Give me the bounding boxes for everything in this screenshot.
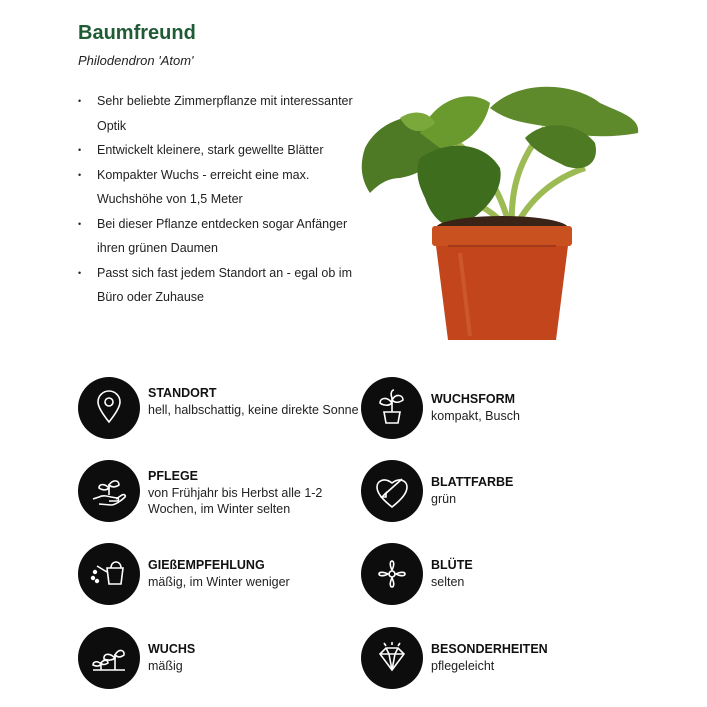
feature-title: BLATTFARBE: [431, 475, 514, 489]
leaf-brush-icon: [361, 460, 423, 522]
feature-title: GIEßEMPFEHLUNG: [148, 558, 265, 572]
feature-wuchsform: [361, 377, 651, 439]
diamond-icon: [361, 627, 423, 689]
potted-plant-icon: [361, 377, 423, 439]
bullet-item: • Sehr beliebte Zimmerpflanze mit interessanter Optik: [78, 89, 358, 138]
feature-title: BLÜTE: [431, 558, 473, 572]
feature-bullet-list: [78, 89, 358, 310]
bullet-item: • Passt sich fast jedem Standort an - egal ob im Büro oder Zuhause: [78, 261, 358, 310]
feature-blattfarbe: [361, 460, 651, 522]
feature-description: pflegeleicht: [431, 659, 495, 673]
watering-can-icon: [78, 543, 140, 605]
feature-description: mäßig, im Winter weniger: [148, 575, 290, 589]
feature-bluete: [361, 543, 651, 605]
bullet-item: • Bei dieser Pflanze entdecken sogar Anfänger ihren grünen Daumen: [78, 212, 358, 261]
feature-pflege: [78, 460, 368, 522]
hand-sprout-icon: [78, 460, 140, 522]
location-pin-icon: [78, 377, 140, 439]
feature-standort: [78, 377, 368, 439]
feature-giessempfehlung: [78, 543, 368, 605]
feature-title: WUCHS: [148, 642, 196, 656]
feature-wuchs: [78, 627, 368, 689]
feature-description: grün: [431, 492, 457, 506]
seedlings-icon: [78, 627, 140, 689]
feature-title: STANDORT: [148, 386, 217, 400]
feature-description: von Frühjahr bis Herbst alle 1-2 Wochen, im Winter selten: [148, 486, 323, 516]
bullet-item: • Kompakter Wuchs - erreicht eine max. Wuchshöhe von 1,5 Meter: [78, 163, 358, 212]
feature-description: selten: [431, 575, 465, 589]
feature-description: mäßig: [148, 659, 183, 673]
bullet-item: • Entwickelt kleinere, stark gewellte Blätter: [78, 138, 358, 163]
feature-description: kompakt, Busch: [431, 409, 520, 423]
feature-besonderheiten: [361, 627, 651, 689]
feature-description: hell, halbschattig, keine direkte Sonne: [148, 403, 359, 417]
flower-icon: [361, 543, 423, 605]
product-title: Baumfreund: [78, 22, 196, 44]
feature-title: PFLEGE: [148, 469, 199, 483]
feature-title: BESONDERHEITEN: [431, 642, 548, 656]
feature-title: WUCHSFORM: [431, 392, 516, 406]
plant-image: [360, 78, 642, 346]
product-subtitle: Philodendron 'Atom': [78, 53, 194, 68]
